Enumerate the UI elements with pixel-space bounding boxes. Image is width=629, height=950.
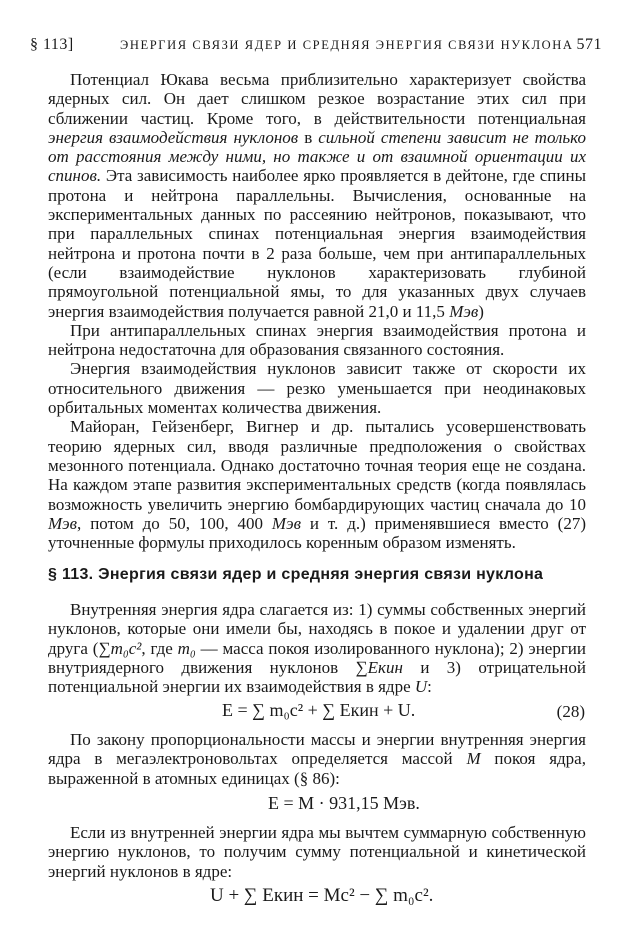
paragraph-yukawa: Потенциал Юкава весьма приблизительно характеризует свойства ядерных сил. Он дает слишком резкое возрастание этих сил при сближении частиц. Кроме того, в действительности потенциальная энергия взаимодействия нуклонов в сильной степени зависит не только от расстояния между ними, но также и от взаимной ориентации их спинов. Эта зависимость наиболее ярко проявляется в дейтоне, где спины протона и нейтрона параллельны. Вычисления, основанные на экспериментальных данных по рассеянию нейтронов, показывают, что при параллельных спинах потенциальная энергия взаимодействия нейтрона и протона почти в 2 раза больше, чем при антипараллельных (если взаимодействие нуклонов характеризовать глубиной прямоугольной потенциальной ямы, то для указанных двух случаев энергия взаимодействия получается равной 21,0 и 11,5 Мэв): [48, 70, 586, 321]
body-text-mass: [48, 730, 586, 788]
equation-number: (28): [556, 702, 585, 721]
paragraph-velocity: Энергия взаимодействия нуклонов зависит также от скорости их относительного движения — резко уменьшается при неодинаковых орбитальных моментах количества движения.: [48, 359, 586, 418]
body-text-top: [48, 70, 586, 552]
running-head-section: § 113]: [30, 36, 74, 53]
page-number: 571: [576, 36, 602, 53]
running-head-title: ЭНЕРГИЯ СВЯЗИ ЯДЕР И СРЕДНЯЯ ЭНЕРГИЯ СВЯЗИ НУКЛОНА: [120, 38, 574, 52]
running-head: [30, 36, 602, 58]
formula-potential-kinetic: U + ∑ Eкин = Mc² − ∑ m₀c².: [210, 885, 434, 906]
formula-28: E = ∑ m₀c² + ∑ Eкин + U.: [222, 700, 416, 720]
paragraph-mass-energy: По закону пропорциональности массы и энергии внутренняя энергия ядра в мегаэлектроновольтах определяется массой M покоя ядра, выраженной в атомных единицах (§ 86):: [48, 730, 586, 788]
paragraph-theories: Майоран, Гейзенберг, Вигнер и др. пытались усовершенствовать теорию ядерных сил, вводя различные предположения о свойствах мезонного потенциала. Однако достаточно точная теория еще не создана. На каждом этапе развития экспериментальных средств (когда появлялась возможность увеличить энергию бомбардирующих частиц сначала до 10 Мэв, потом до 50, 100, 400 Мэв и т. д.) применявшиеся вместо (27) уточненные формулы приходилось коренным образом изменять.: [48, 417, 586, 553]
body-text-internal-energy: [48, 600, 586, 696]
section-heading: § 113. Энергия связи ядер и средняя энергия связи нуклона: [48, 566, 544, 583]
paragraph-subtract: Если из внутренней энергии ядра мы вычтем суммарную собственную энергию нуклонов, то получим сумму потенциальной и кинетической энергий нуклонов в ядре:: [48, 823, 586, 881]
paragraph-antiparallel: При антипараллельных спинах энергия взаимодействия протона и нейтрона недостаточна для образования связанного состояния.: [48, 320, 586, 360]
formula-mass-energy: E = M · 931,15 Мэв.: [268, 793, 420, 813]
body-text-subtract: [48, 823, 586, 881]
paragraph-internal-energy: Внутренняя энергия ядра слагается из: 1) суммы собственных энергий нуклонов, которые они имели бы, находясь в покое и удалении друг от друга (∑m₀c², где m₀ — масса покоя изолированного нуклона); 2) энергии внутриядерного движения нуклонов ∑Eкин и 3) отрицательной потенциальной энергии их взаимодействия в ядре U:: [48, 600, 587, 697]
